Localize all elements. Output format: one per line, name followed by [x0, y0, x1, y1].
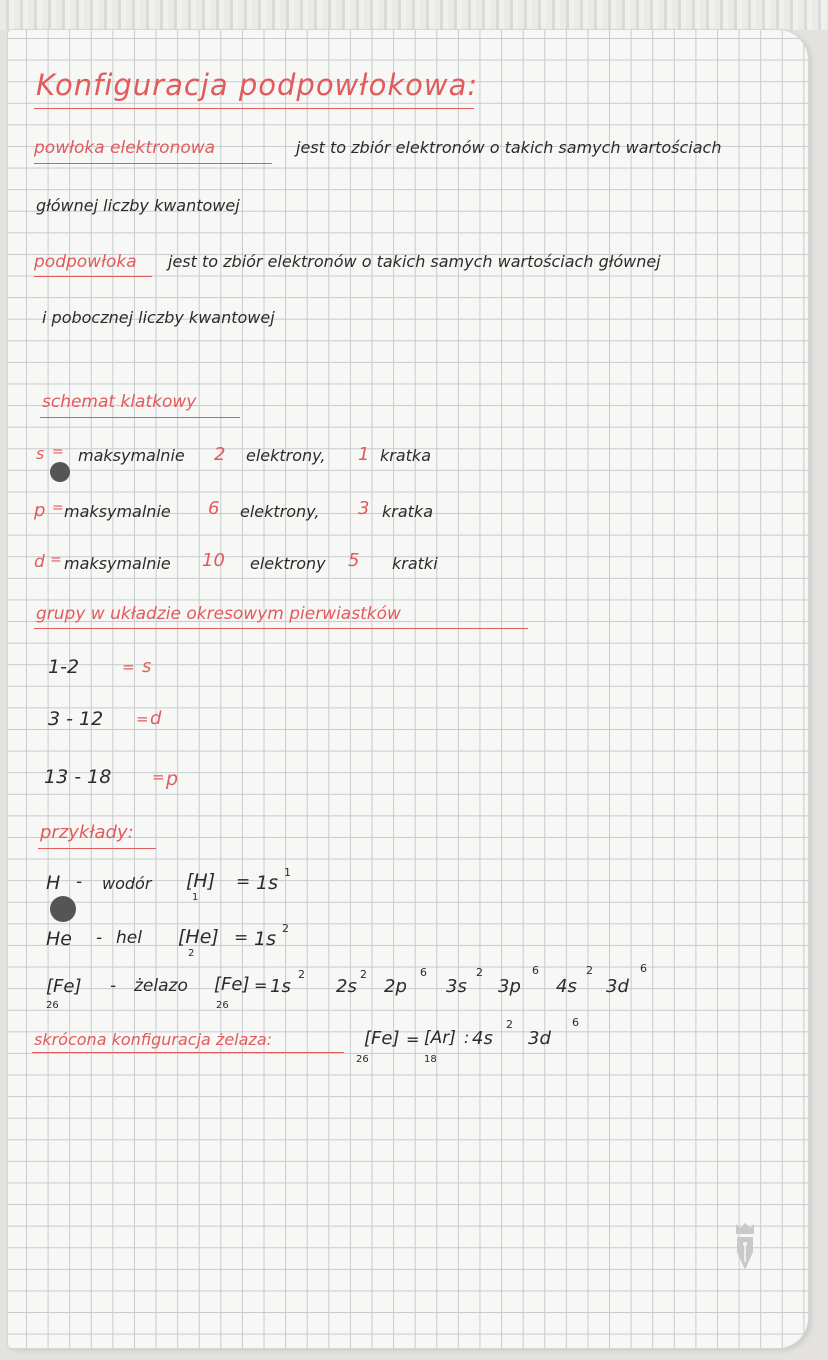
fe-term: 2s	[336, 976, 357, 997]
subshell-p-desc: maksymalnie	[64, 502, 171, 521]
example-he-eq: =	[234, 928, 249, 948]
example-h-eq: =	[236, 872, 251, 892]
subshell-s-boxes: 1	[358, 444, 370, 465]
example-he-exp: 2	[282, 922, 289, 935]
example-fe-z2: 26	[216, 1000, 229, 1011]
example-h-config: 1s	[256, 872, 278, 894]
definition-term-shell: powłoka elektronowa	[34, 138, 216, 158]
shortened-label: skrócona konfiguracja żelaza:	[34, 1030, 273, 1049]
fe-term-exp: 2	[298, 968, 305, 981]
group-block-p: p	[166, 768, 179, 790]
subshell-d-desc: maksymalnie	[64, 554, 171, 573]
example-he-config: 1s	[254, 928, 276, 950]
example-h-z: 1	[192, 892, 199, 903]
subshell-p-boxword: kratka	[382, 502, 433, 521]
fe-term-exp: 2	[476, 966, 483, 979]
title-underline	[34, 108, 474, 109]
definition-term-subshell-underline	[34, 276, 152, 277]
group-block-d: d	[150, 708, 162, 729]
example-he-dash: -	[96, 928, 103, 948]
fe-term: 3d	[606, 976, 629, 997]
subshell-d-boxword: kratki	[392, 554, 438, 573]
subshell-p-label: p	[34, 500, 46, 521]
scheme-heading-underline	[40, 417, 240, 418]
example-he-z: 2	[188, 948, 195, 959]
fe-term-exp: 6	[420, 966, 427, 979]
subshell-d-eq: =	[50, 552, 62, 568]
subshell-s-elec: elektrony,	[246, 446, 326, 465]
bullet-dot	[50, 896, 76, 922]
definition-term-shell-underline	[34, 163, 272, 164]
torn-edge	[0, 0, 828, 30]
example-fe-symbol: [Fe]	[46, 976, 82, 997]
subshell-s-num: 2	[214, 444, 226, 465]
example-fe-name: żelazo	[134, 976, 188, 996]
subshell-d-elec: elektrony	[250, 554, 326, 573]
groups-heading-underline	[34, 628, 528, 629]
subshell-p-num: 6	[208, 498, 220, 519]
definition-text-subshell: jest to zbiór elektronów o takich samych wartościach głównej	[168, 252, 661, 271]
shortened-t1: 4s	[472, 1028, 493, 1049]
example-h-symbol: H	[46, 872, 61, 894]
example-fe-dash: -	[110, 976, 117, 996]
shortened-z: 26	[356, 1054, 369, 1065]
example-h-exp: 1	[284, 866, 291, 879]
shortened-t2: 3d	[528, 1028, 551, 1049]
subshell-p-elec: elektrony,	[240, 502, 320, 521]
fe-term: 4s	[556, 976, 577, 997]
examples-heading: przykłady:	[40, 822, 134, 843]
example-fe-bracket: [Fe]	[214, 974, 250, 995]
group-eq-p: =	[152, 768, 165, 786]
fe-term-exp: 6	[532, 964, 539, 977]
shortened-label-underline	[32, 1052, 344, 1053]
group-eq-d: =	[136, 710, 149, 728]
example-h-name: wodór	[102, 874, 152, 893]
grid-notebook-page	[8, 30, 808, 1348]
shortened-colon: :	[464, 1028, 470, 1047]
subshell-s-boxword: kratka	[380, 446, 431, 465]
shortened-core: [Ar]	[424, 1028, 456, 1048]
group-eq-s: =	[122, 658, 135, 676]
example-he-symbol: He	[46, 928, 72, 950]
definition-term-subshell: podpowłoka	[34, 252, 137, 272]
page-title: Konfiguracja podpowłokowa:	[36, 68, 479, 102]
shortened-eq: =	[406, 1030, 420, 1049]
shortened-bracket: [Fe]	[364, 1028, 400, 1049]
subshell-s-desc: maksymalnie	[78, 446, 185, 465]
definition-cont-shell: głównej liczby kwantowej	[36, 196, 240, 215]
definition-cont-subshell: i pobocznej liczby kwantowej	[42, 308, 275, 327]
definition-text-shell: jest to zbiór elektronów o takich samych wartościach	[296, 138, 722, 157]
fe-term: 1s	[270, 976, 291, 997]
fe-term-exp: 2	[360, 968, 367, 981]
examples-heading-underline	[38, 848, 156, 849]
example-fe-eq: =	[254, 976, 268, 995]
subshell-s-label: s	[36, 444, 45, 463]
subshell-p-eq: =	[52, 500, 64, 516]
group-range-d: 3 - 12	[48, 708, 104, 730]
group-block-s: s	[142, 656, 152, 677]
shortened-e2: 6	[572, 1016, 579, 1029]
scheme-heading: schemat klatkowy	[42, 392, 197, 412]
example-he-name: hel	[116, 928, 142, 948]
example-fe-z: 26	[46, 1000, 59, 1011]
group-range-s: 1-2	[48, 656, 80, 678]
subshell-d-label: d	[34, 552, 45, 572]
subshell-s-eq: =	[52, 444, 64, 460]
subshell-d-boxes: 5	[348, 550, 360, 571]
bullet-dot	[50, 462, 70, 482]
shortened-e1: 2	[506, 1018, 513, 1031]
fe-term: 2p	[384, 976, 407, 997]
subshell-d-num: 10	[202, 550, 225, 571]
fe-term: 3p	[498, 976, 521, 997]
groups-heading: grupy w układzie okresowym pierwiastków	[36, 604, 401, 624]
fe-term-exp: 2	[586, 964, 593, 977]
example-h-bracket: [H]	[186, 870, 216, 892]
example-he-bracket: [He]	[178, 926, 219, 948]
fountain-pen-logo-icon	[734, 1222, 756, 1272]
subshell-p-boxes: 3	[358, 498, 370, 519]
example-h-dash: -	[76, 872, 83, 892]
fe-term: 3s	[446, 976, 467, 997]
group-range-p: 13 - 18	[44, 766, 112, 788]
shortened-core-z: 18	[424, 1054, 437, 1065]
fe-term-exp: 6	[640, 962, 647, 975]
